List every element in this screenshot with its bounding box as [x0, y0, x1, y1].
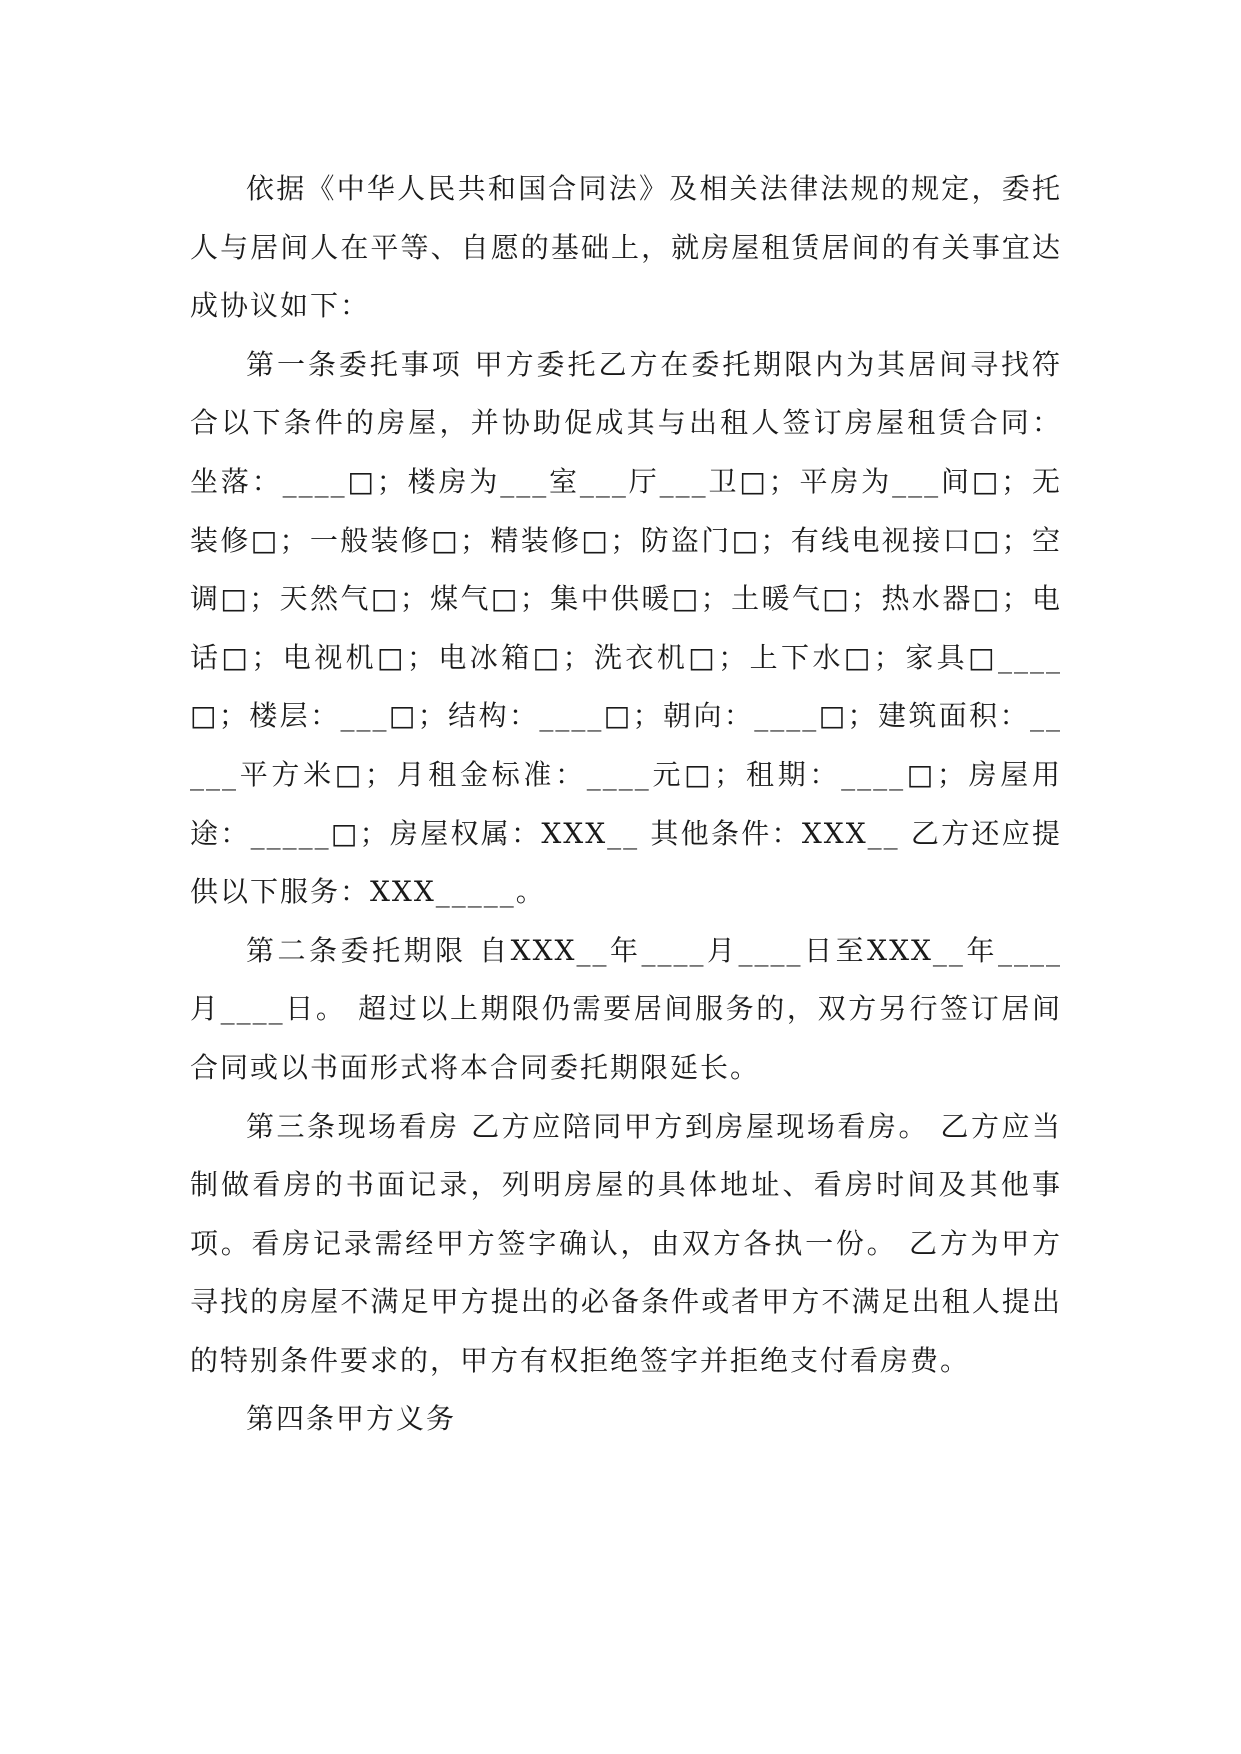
- paragraph-article-2-term: 第二条委托期限 自XXX__年____月____日至XXX__年____月____日。 超过以上期限仍需要居间服务的，双方另行签订居间合同或以书面形式将本合同委托期限延长。: [190, 933, 1062, 1084]
- paragraph-article-4-heading: 第四条甲方义务: [246, 1402, 457, 1436]
- document-body: [190, 160, 1062, 1449]
- paragraph-article-1-commission: 第一条委托事项 甲方委托乙方在委托期限内为其居间寻找符合以下条件的房屋，并协助促成其与出租人签订房屋租赁合同： 坐落：____□；楼房为___室___厅___卫□；平房为___间□；无装修□；一般装修□；精装修□；防盗门□；有线电视接口□；空调□；天然气□；煤气□；集中供暖□；土暖气□；热水器□；电话□；电视机□；电冰箱□；洗衣机□；上下水□；家具□____□；楼层：___□；结构：____□；朝向：____□；建筑面积：_____平方米□；月租金标准：____元□；租期：____□；房屋用途：_____□；房屋权属：XXX__ 其他条件：XXX__ 乙方还应提供以下服务：XXX_____。: [190, 347, 1062, 909]
- paragraph-article-3-viewing: 第三条现场看房 乙方应陪同甲方到房屋现场看房。 乙方应当制做看房的书面记录，列明房屋的具体地址、看房时间及其他事项。看房记录需经甲方签字确认，由双方各执一份。 乙方为甲方寻找的房屋不满足甲方提出的必备条件或者甲方不满足出租人提出的特别条件要求的，甲方有权拒绝签字并拒绝支付看房费。: [190, 1109, 1062, 1377]
- paragraph-preamble: 依据《中华人民共和国合同法》及相关法律法规的规定，委托人与居间人在平等、自愿的基础上，就房屋租赁居间的有关事宜达成协议如下：: [190, 172, 1062, 323]
